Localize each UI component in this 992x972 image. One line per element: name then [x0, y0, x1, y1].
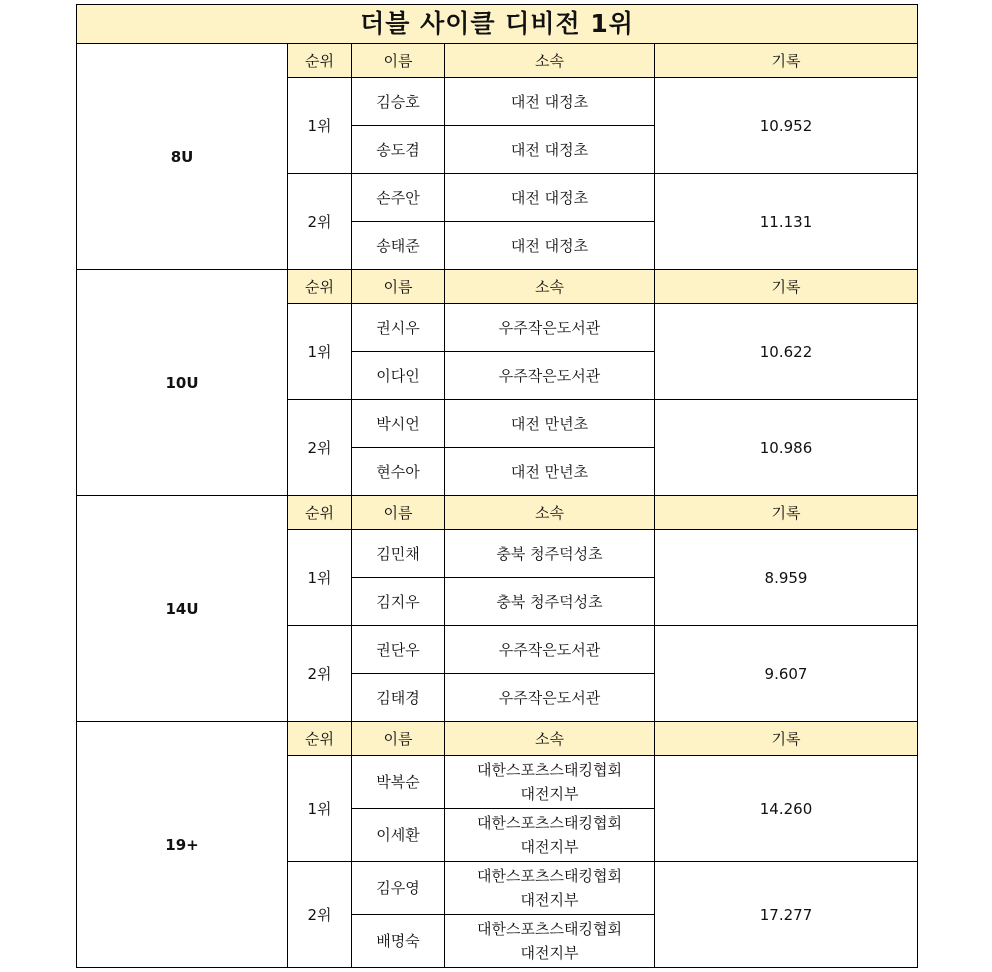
record-cell: 10.986: [655, 400, 918, 496]
header-affiliation: 소속: [445, 722, 655, 756]
affiliation-cell: 대전 만년초: [445, 400, 655, 448]
rank-cell: 1위: [288, 756, 352, 862]
header-name: 이름: [352, 44, 445, 78]
rank-cell: 2위: [288, 400, 352, 496]
division-label-8u: 8U: [77, 44, 288, 270]
header-rank: 순위: [288, 722, 352, 756]
record-cell: 11.131: [655, 174, 918, 270]
affiliation-cell: 대전 대정초: [445, 126, 655, 174]
affiliation-cell: [445, 756, 655, 809]
affiliation-cell: 대전 대정초: [445, 78, 655, 126]
name-cell: 권시우: [352, 304, 445, 352]
affiliation-line: 대전지부: [520, 944, 579, 962]
name-cell: 현수아: [352, 448, 445, 496]
affiliation-cell: 우주작은도서관: [445, 674, 655, 722]
affiliation-cell: 대전 대정초: [445, 222, 655, 270]
name-cell: 이세환: [352, 809, 445, 862]
record-cell: 10.622: [655, 304, 918, 400]
name-cell: 김태경: [352, 674, 445, 722]
division-label-14u: 14U: [77, 496, 288, 722]
rank-cell: 1위: [288, 304, 352, 400]
header-affiliation: 소속: [445, 270, 655, 304]
division-label-10u: 10U: [77, 270, 288, 496]
record-cell: 9.607: [655, 626, 918, 722]
header-affiliation: 소속: [445, 44, 655, 78]
record-cell: 14.260: [655, 756, 918, 862]
rank-cell: 2위: [288, 174, 352, 270]
header-rank: 순위: [288, 44, 352, 78]
affiliation-line: 대한스포츠스태킹협회: [477, 920, 622, 938]
affiliation-cell: 우주작은도서관: [445, 352, 655, 400]
name-cell: 김지우: [352, 578, 445, 626]
header-rank: 순위: [288, 496, 352, 530]
page-title: 더블 사이클 디비전 1위: [77, 5, 918, 44]
affiliation-line: 대전지부: [520, 891, 579, 909]
affiliation-cell: [445, 862, 655, 915]
header-name: 이름: [352, 722, 445, 756]
header-rank: 순위: [288, 270, 352, 304]
header-record: 기록: [655, 496, 918, 530]
header-affiliation: 소속: [445, 496, 655, 530]
header-name: 이름: [352, 270, 445, 304]
name-cell: 김민채: [352, 530, 445, 578]
results-table: [76, 4, 918, 968]
rank-cell: 2위: [288, 626, 352, 722]
affiliation-line: 대한스포츠스태킹협회: [477, 867, 622, 885]
name-cell: 배명숙: [352, 915, 445, 968]
name-cell: 김우영: [352, 862, 445, 915]
header-record: 기록: [655, 270, 918, 304]
affiliation-cell: 대전 대정초: [445, 174, 655, 222]
affiliation-cell: 우주작은도서관: [445, 304, 655, 352]
record-cell: 10.952: [655, 78, 918, 174]
affiliation-cell: [445, 809, 655, 862]
header-record: 기록: [655, 722, 918, 756]
name-cell: 손주안: [352, 174, 445, 222]
affiliation-line: 대전지부: [520, 785, 579, 803]
name-cell: 권단우: [352, 626, 445, 674]
affiliation-line: 대한스포츠스태킹협회: [477, 761, 622, 779]
division-label-19plus: 19+: [77, 722, 288, 968]
rank-cell: 2위: [288, 862, 352, 968]
name-cell: 송태준: [352, 222, 445, 270]
affiliation-cell: 우주작은도서관: [445, 626, 655, 674]
name-cell: 송도겸: [352, 126, 445, 174]
rank-cell: 1위: [288, 78, 352, 174]
header-name: 이름: [352, 496, 445, 530]
affiliation-line: 대한스포츠스태킹협회: [477, 814, 622, 832]
name-cell: 이다인: [352, 352, 445, 400]
affiliation-cell: 충북 청주덕성초: [445, 530, 655, 578]
results-sheet: [76, 4, 917, 968]
name-cell: 박시언: [352, 400, 445, 448]
affiliation-cell: 대전 만년초: [445, 448, 655, 496]
name-cell: 김승호: [352, 78, 445, 126]
affiliation-cell: [445, 915, 655, 968]
record-cell: 17.277: [655, 862, 918, 968]
name-cell: 박복순: [352, 756, 445, 809]
header-record: 기록: [655, 44, 918, 78]
affiliation-cell: 충북 청주덕성초: [445, 578, 655, 626]
affiliation-line: 대전지부: [520, 838, 579, 856]
rank-cell: 1위: [288, 530, 352, 626]
record-cell: 8.959: [655, 530, 918, 626]
